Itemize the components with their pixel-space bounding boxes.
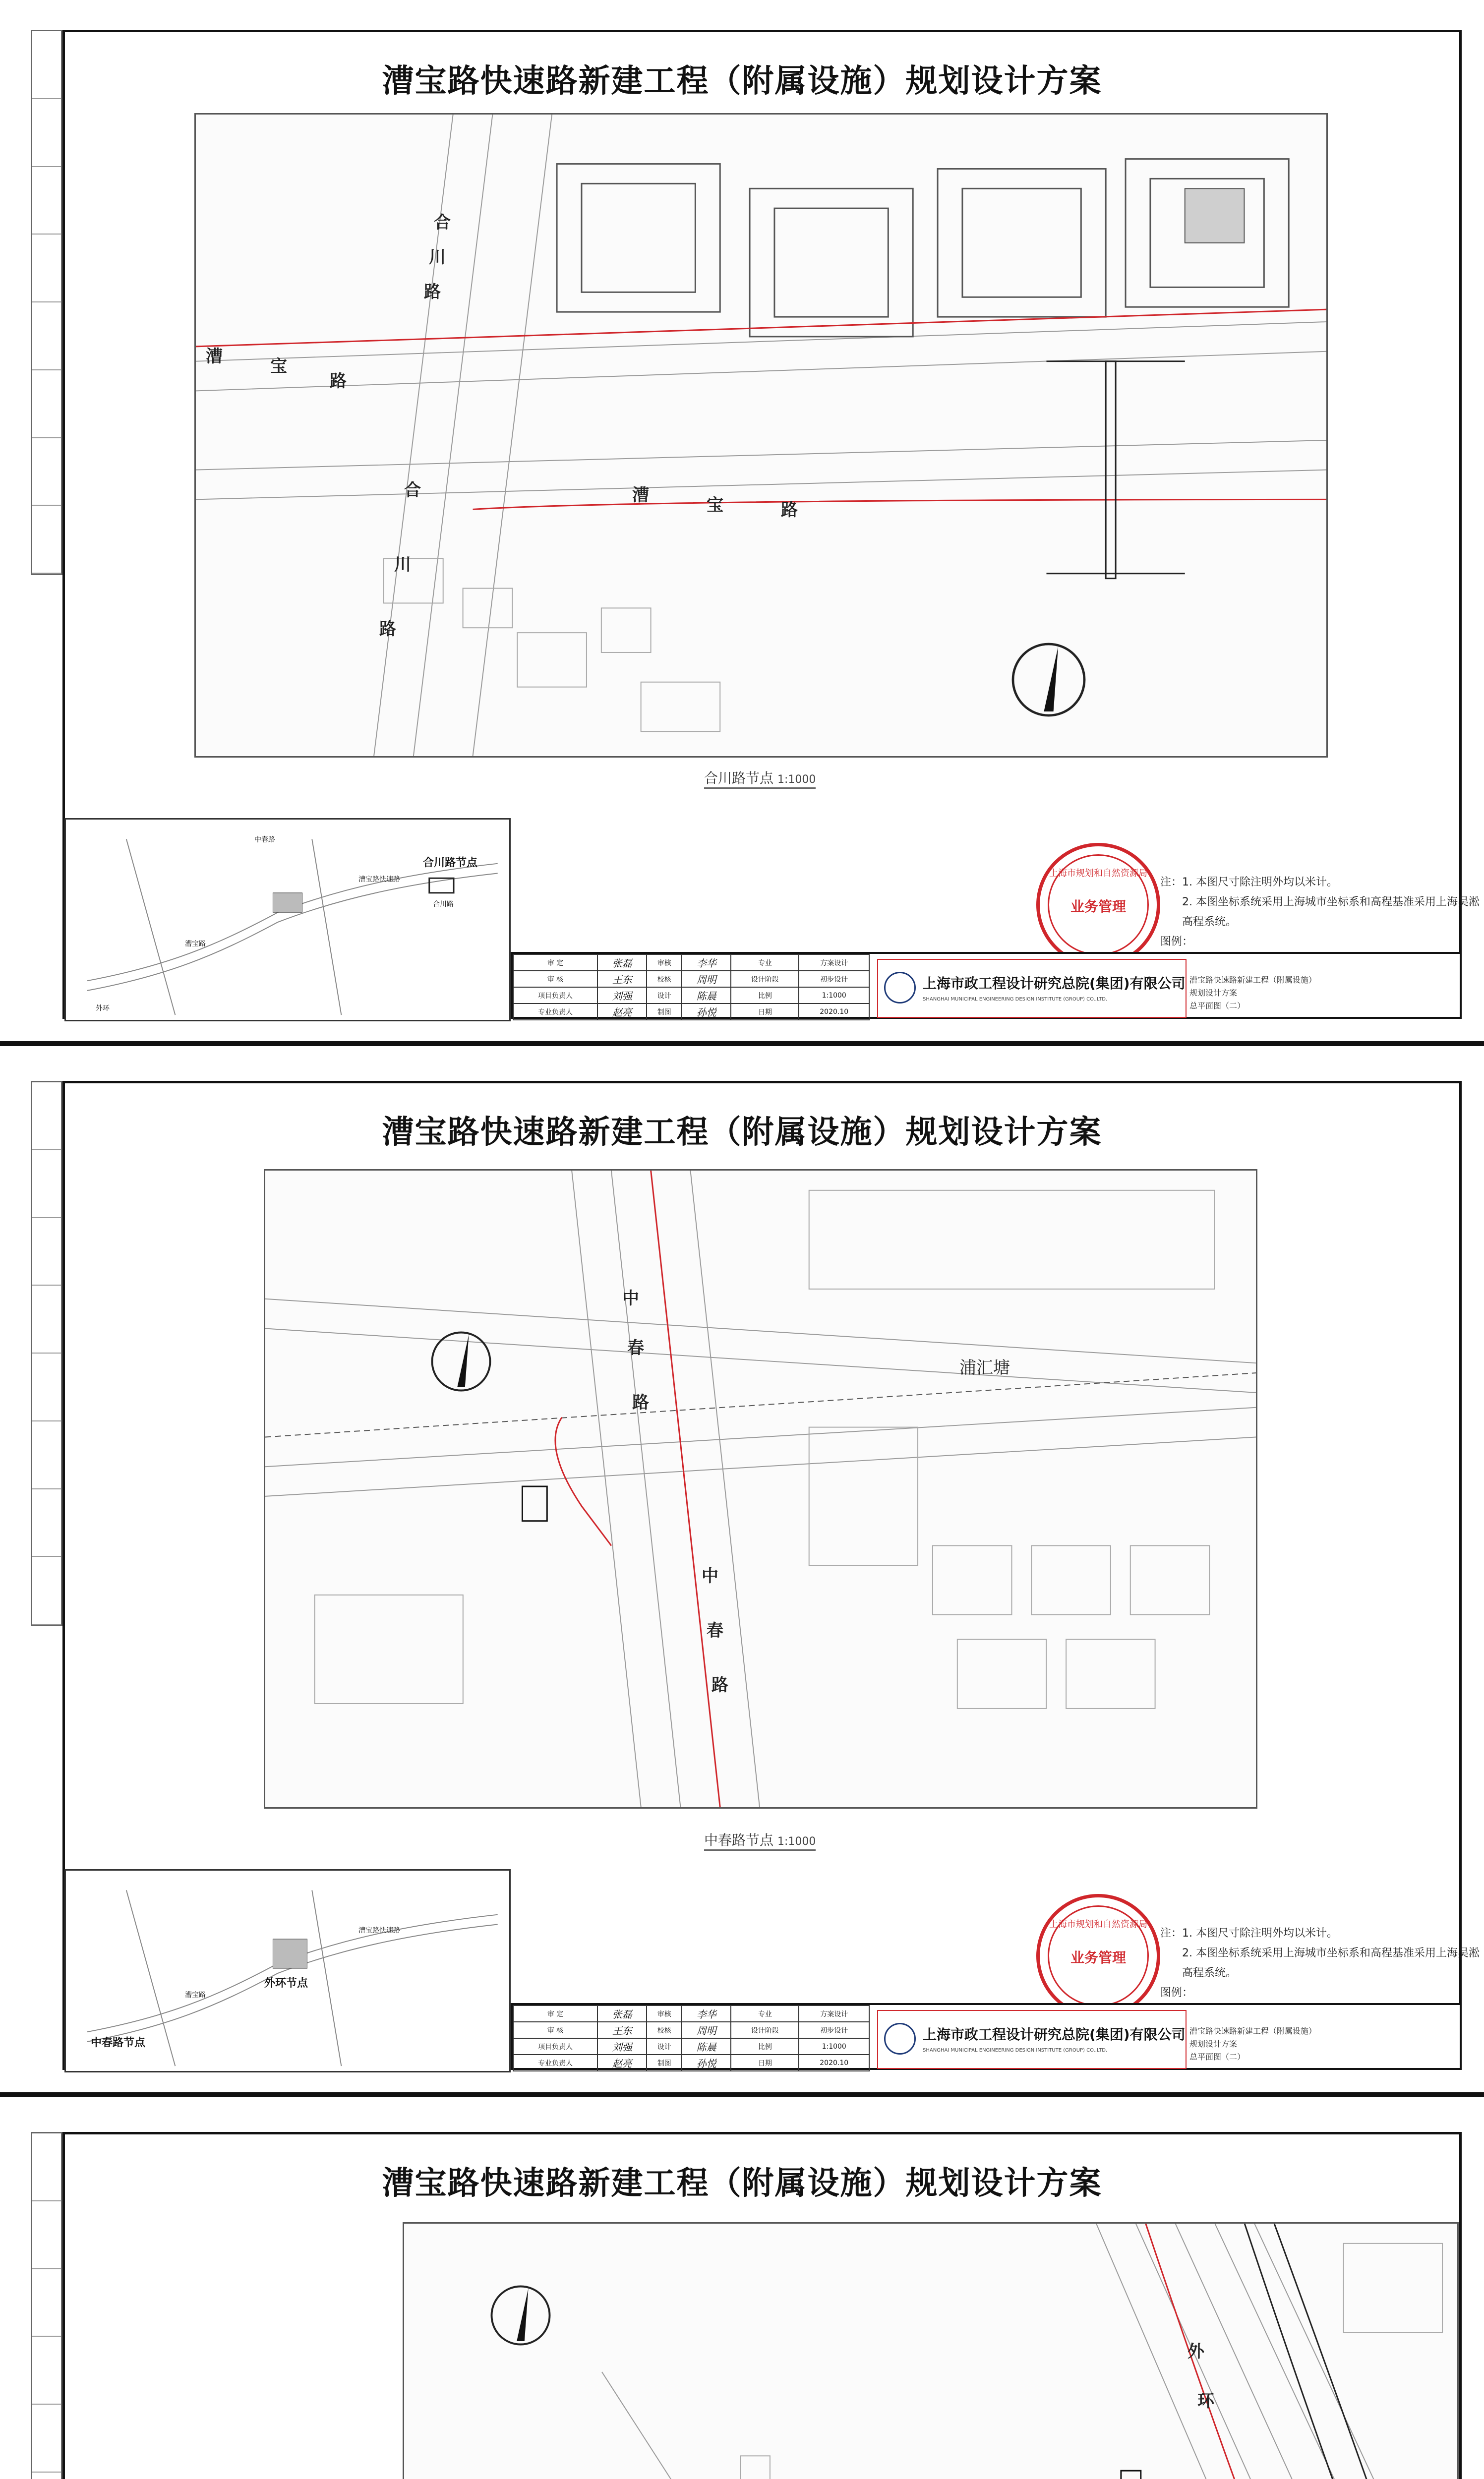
node-name: 中春路节点 [704,1832,774,1848]
keymap-label: 中春路 [254,836,275,844]
legend-title: 图例： [1160,936,1193,948]
company-name-en: SHANGHAI MUNICIPAL ENGINEERING DESIGN INSTITUTE (GROUP) CO.,LTD. [923,2048,1108,2053]
road-label: 中 [702,1566,718,1586]
stamp-text: 业务管理 [1070,898,1126,915]
node-caption [704,767,816,789]
plan-view [264,1169,1257,1809]
sheet-title: 漕宝路快速路新建工程（附属设施）规划设计方案 [382,63,1102,100]
plan-drawing [265,1171,1256,1807]
company-box [877,959,1187,1018]
sheet-1 [0,0,1484,1036]
signature-table: 审 定 张磊 审核 李华 专业 方案设计 审 核 王东 校核 周明 设计阶段 初步设计 项目负责人 刘强 设计 陈晨 比例 1:1000 专业负责人 赵亮 制图 孙悦 日期 2020.10 [513,954,870,1020]
drawing-name: 漕宝路快速路新建工程（附属设施）规划设计方案 总平面图（二） [1189,975,1317,1010]
north-arrow-icon [429,1329,493,1394]
keymap-label: 合川路 [433,900,454,908]
keymap-label: 漕宝路 [185,1991,206,1999]
road-label: 路 [632,1393,649,1413]
keymap-label: 漕宝路 [185,940,206,948]
key-map [64,818,511,1021]
stamp-arc-text: 上海市规划和自然资源局 [1049,1919,1147,1930]
road-label: 合 [434,213,451,233]
node-caption [704,1830,816,1851]
road-label: 宝 [707,495,723,515]
stamp-arc-text: 上海市规划和自然资源局 [1049,868,1147,879]
road-label: 漕 [206,347,223,366]
sheet-2 [0,1051,1484,2087]
river-label: 浦汇塘 [959,1358,1010,1378]
road-label: 环 [1197,2391,1214,2411]
road-label: 春 [627,1338,644,1358]
plan-drawing [196,115,1326,756]
stamp-text: 业务管理 [1070,1949,1126,1966]
key-map-drawing [66,820,509,1020]
north-arrow-icon [488,2283,553,2348]
road-label: 春 [707,1621,723,1641]
company-box [877,2010,1187,2069]
company-name: 上海市政工程设计研究总院(集团)有限公司 [923,2026,1186,2043]
keymap-label: 外环节点 [264,1977,308,1990]
sheet-title: 漕宝路快速路新建工程（附属设施）规划设计方案 [382,2165,1102,2202]
road-label: 川 [394,555,411,575]
road-label: 中 [622,1289,639,1308]
road-label: 路 [379,619,396,639]
road-label: 合 [404,480,421,500]
key-map [64,1869,511,2072]
notes-block [1160,873,1484,952]
notes-block [1160,1924,1484,2003]
stamp-seal-icon [1036,1894,1160,2018]
node-name: 合川路节点 [704,770,774,786]
road-label: 路 [424,282,441,302]
drawing-name: 漕宝路快速路新建工程（附属设施）规划设计方案 总平面图（二） [1189,2026,1317,2062]
scale-text: 1:1000 [777,1835,816,1848]
company-name: 上海市政工程设计研究总院(集团)有限公司 [923,975,1186,992]
road-label: 路 [712,1675,728,1695]
note-line: 注：1. 本图尺寸除注明外均以米计。 [1160,1927,1338,1940]
note-line: 注：1. 本图尺寸除注明外均以米计。 [1160,876,1338,888]
road-label: 路 [781,500,798,520]
plan-view [194,113,1328,758]
road-label: 宝 [270,356,287,376]
sheet-title: 漕宝路快速路新建工程（附属设施）规划设计方案 [382,1114,1102,1151]
legend-title: 图例： [1160,1987,1193,1999]
company-logo-icon [884,2023,916,2055]
keymap-label: 外环 [96,1004,110,1012]
title-block [511,952,1462,1019]
sheet-divider [0,2092,1484,2097]
company-logo-icon [884,972,916,1003]
plan-drawing [404,2224,1457,2479]
scale-text: 1:1000 [777,773,816,786]
side-strip [31,1081,62,1626]
sheet-3 [0,2102,1484,2479]
keymap-label: 漕宝路快速路 [358,1927,400,1935]
side-strip [31,30,62,575]
road-label: 外 [1187,2342,1204,2361]
north-arrow-icon [1009,640,1088,719]
note-line: 2. 本图坐标系统采用上海城市坐标系和高程基准采用上海吴淞高程系统。 [1182,896,1480,928]
title-block [511,2003,1462,2070]
sheet-divider [0,1041,1484,1046]
keymap-label: 合川路节点 [423,857,478,869]
road-label: 路 [330,371,347,391]
keymap-label: 中春路节点 [91,2037,146,2049]
company-name-en: SHANGHAI MUNICIPAL ENGINEERING DESIGN INSTITUTE (GROUP) CO.,LTD. [923,997,1108,1002]
road-label: 漕 [632,485,649,505]
road-label: 川 [429,247,446,267]
signature-table: 审 定 张磊 审核 李华 专业 方案设计 审 核 王东 校核 周明 设计阶段 初步设计 项目负责人 刘强 设计 陈晨 比例 1:1000 专业负责人 赵亮 制图 孙悦 日期 2020.10 [513,2005,870,2071]
plan-view [403,2222,1459,2479]
stamp-seal-icon [1036,843,1160,967]
keymap-label: 漕宝路快速路 [358,876,400,884]
note-line: 2. 本图坐标系统采用上海城市坐标系和高程基准采用上海吴淞高程系统。 [1182,1947,1480,1979]
